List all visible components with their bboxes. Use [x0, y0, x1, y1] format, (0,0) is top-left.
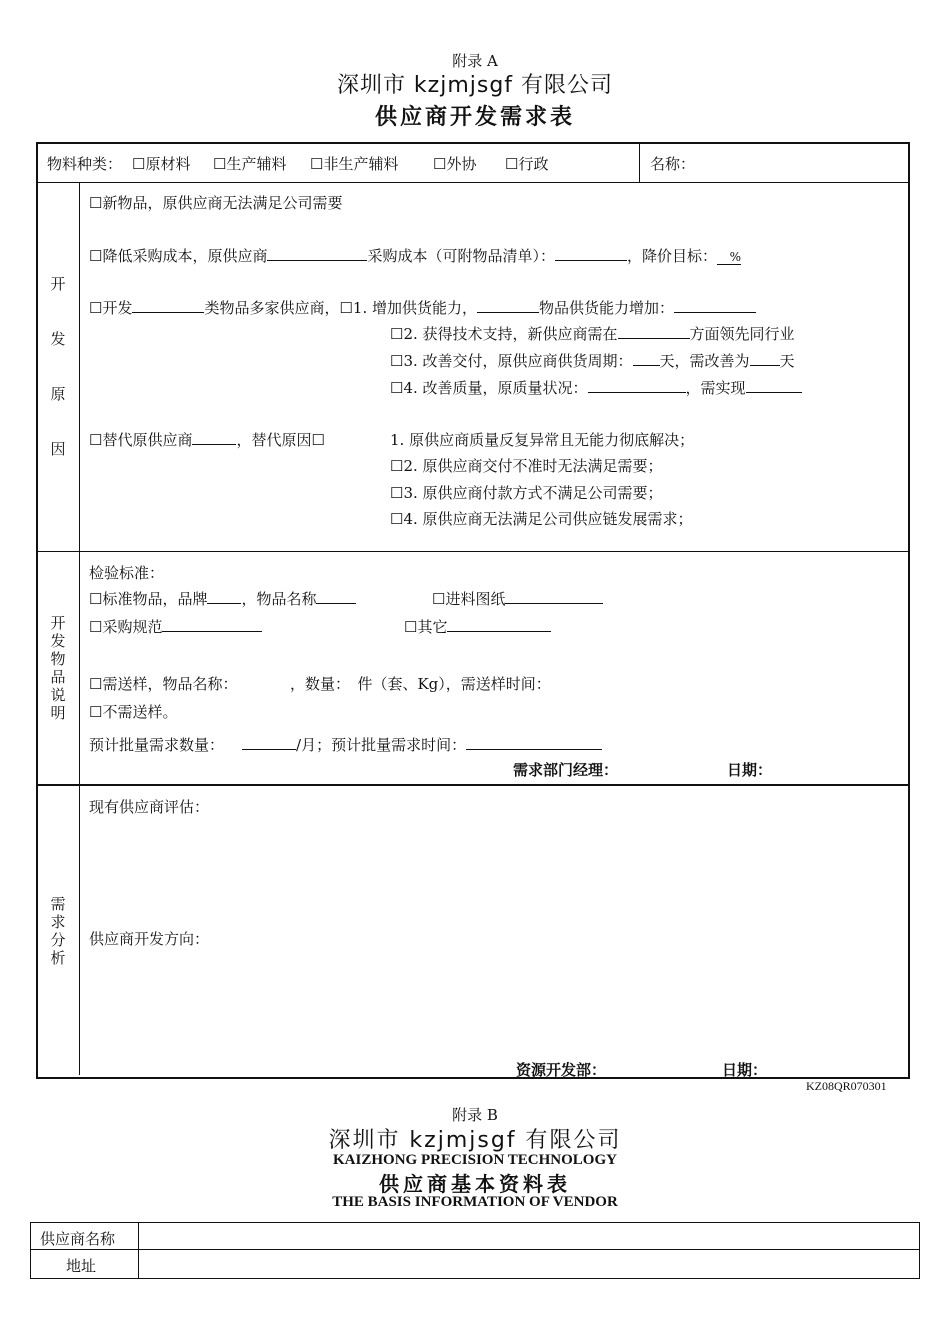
- capacity-blank[interactable]: [674, 298, 756, 313]
- development-direction-label: 供应商开发方向：: [89, 930, 210, 948]
- target-label: ，降价目标：: [626, 247, 717, 265]
- vendor-name-field[interactable]: [140, 1224, 916, 1248]
- cost-reduction-option[interactable]: ☐降低采购成本，原供应商: [89, 247, 268, 265]
- document-code: KZ08QR070301: [806, 1079, 887, 1093]
- analysis-side-label: 需 求 分 析: [50, 895, 66, 967]
- brand-blank[interactable]: [207, 589, 241, 604]
- batch-line: [89, 734, 602, 755]
- develop-option[interactable]: ☐开发: [89, 299, 133, 317]
- appendix-b-label: 附录 B: [452, 1106, 498, 1124]
- drawing-line: [432, 588, 603, 609]
- tech-area-blank[interactable]: [618, 324, 690, 339]
- option-outsourcing[interactable]: ☐外协: [433, 155, 477, 173]
- drawing-option[interactable]: ☐进料图纸: [432, 590, 506, 608]
- original-supplier-blank[interactable]: [267, 246, 367, 261]
- option-non-production-aux[interactable]: ☐非生产辅料: [310, 155, 399, 173]
- col-divider: [639, 144, 640, 182]
- row-divider: [31, 1249, 919, 1250]
- drawing-blank[interactable]: [505, 589, 603, 604]
- row-divider: [38, 784, 908, 786]
- spec-blank[interactable]: [162, 617, 262, 632]
- target-percent-blank[interactable]: %: [717, 250, 741, 265]
- row-divider: [38, 182, 908, 183]
- delivery-line: [390, 350, 795, 371]
- replace-reason-1: 1. 原供应商质量反复异常且无能力彻底解决；: [390, 431, 695, 449]
- tech-label: 方面领先同行业: [689, 325, 795, 343]
- standard-item-option[interactable]: ☐标准物品，品牌: [89, 590, 208, 608]
- dept-manager-label: 需求部门经理：: [513, 761, 619, 779]
- resource-dept-label: 资源开发部：: [516, 1061, 607, 1079]
- cost-label: 采购成本（可附物品清单）：: [367, 247, 555, 265]
- capacity-label: 物品供货能力增加：: [538, 299, 674, 317]
- company-name-b: 深圳市 kzjmjsgf 有限公司: [328, 1128, 622, 1153]
- inspection-label: 检验标准：: [89, 564, 165, 582]
- quality-status-blank[interactable]: [588, 378, 686, 393]
- increase-capacity-option[interactable]: 类物品多家供应商，☐1. 增加供货能力，: [204, 299, 477, 317]
- address-field[interactable]: [140, 1251, 916, 1276]
- tech-support-line: [390, 323, 795, 344]
- resource-date-label: 日期：: [722, 1061, 768, 1079]
- quality-label: ，需实现: [685, 379, 746, 397]
- standard-item-line: [89, 588, 356, 609]
- other-line: [404, 616, 551, 637]
- label-col-divider: [79, 183, 80, 1075]
- delivery-label: 天，需改善为: [659, 352, 750, 370]
- batch-time-label: /月；预计批量需求时间：: [296, 736, 467, 754]
- replace-supplier-blank[interactable]: [192, 430, 236, 445]
- develop-line: [89, 297, 756, 318]
- company-name-en: KAIZHONG PRECISION TECHNOLOGY: [333, 1152, 617, 1168]
- replace-option[interactable]: ☐替代原供应商: [89, 431, 193, 449]
- option-raw-material[interactable]: ☐原材料: [132, 155, 191, 173]
- quality-option[interactable]: ☐4. 改善质量，原质量状况：: [390, 379, 588, 397]
- manager-date-label: 日期：: [727, 761, 773, 779]
- option-admin[interactable]: ☐行政: [505, 155, 549, 173]
- form-title: 供应商开发需求表: [374, 104, 575, 130]
- other-blank[interactable]: [447, 617, 551, 632]
- vendor-name-label: 供应商名称: [40, 1230, 116, 1248]
- new-item-option[interactable]: ☐新物品，原供应商无法满足公司需要: [89, 194, 343, 212]
- supplier-evaluation-label: 现有供应商评估：: [89, 798, 210, 816]
- name-label: 名称：: [650, 155, 696, 173]
- replace-reason-4[interactable]: ☐4. 原供应商无法满足公司供应链发展需求；: [390, 510, 693, 528]
- cost-reduction-line: [89, 245, 741, 266]
- tech-support-option[interactable]: ☐2. 获得技术支持，新供应商需在: [390, 325, 618, 343]
- batch-qty-label: 预计批量需求数量：: [89, 736, 225, 754]
- quality-target-blank[interactable]: [746, 378, 802, 393]
- other-option[interactable]: ☐其它: [404, 618, 448, 636]
- col-divider: [138, 1223, 139, 1278]
- quality-line: [390, 377, 802, 398]
- item-blank[interactable]: [477, 298, 539, 313]
- option-production-aux[interactable]: ☐生产辅料: [213, 155, 287, 173]
- appendix-a-label: 附录 A: [452, 52, 498, 70]
- item-name-blank[interactable]: [316, 589, 356, 604]
- cycle-blank[interactable]: [633, 351, 660, 366]
- target-cycle-blank[interactable]: [750, 351, 780, 366]
- no-sample-option[interactable]: ☐不需送样。: [89, 703, 178, 721]
- batch-qty-blank[interactable]: [242, 735, 296, 750]
- replace-line: [89, 429, 325, 450]
- sample-option[interactable]: ☐需送样，物品名称： ，数量： 件（套、Kg），需送样时间：: [89, 675, 551, 693]
- item-desc-side-label: 开 发 物 品 说 明: [50, 614, 66, 722]
- vendor-info-title-en: THE BASIS INFORMATION OF VENDOR: [332, 1194, 618, 1210]
- item-name-label: ，物品名称: [241, 590, 317, 608]
- spec-line: [89, 616, 262, 637]
- days-label: 天: [779, 352, 795, 370]
- category-blank[interactable]: [132, 298, 204, 313]
- delivery-option[interactable]: ☐3. 改善交付，原供应商供货周期：: [390, 352, 633, 370]
- row-divider: [38, 551, 908, 552]
- company-name: 深圳市 kzjmjsgf 有限公司: [336, 73, 614, 98]
- reason-side-label: 开 发 原 因: [50, 275, 66, 458]
- batch-time-blank[interactable]: [466, 735, 602, 750]
- material-type-label: 物料种类：: [47, 155, 123, 173]
- replace-reason-label[interactable]: ，替代原因☐: [236, 431, 325, 449]
- replace-reason-2[interactable]: ☐2. 原供应商交付不准时无法满足需要；: [390, 457, 663, 475]
- replace-reason-3[interactable]: ☐3. 原供应商付款方式不满足公司需要；: [390, 484, 663, 502]
- address-label: 地址: [66, 1257, 97, 1275]
- spec-option[interactable]: ☐采购规范: [89, 618, 163, 636]
- vendor-info-title: 供应商基本资料表: [379, 1172, 571, 1196]
- cost-blank[interactable]: [555, 246, 627, 261]
